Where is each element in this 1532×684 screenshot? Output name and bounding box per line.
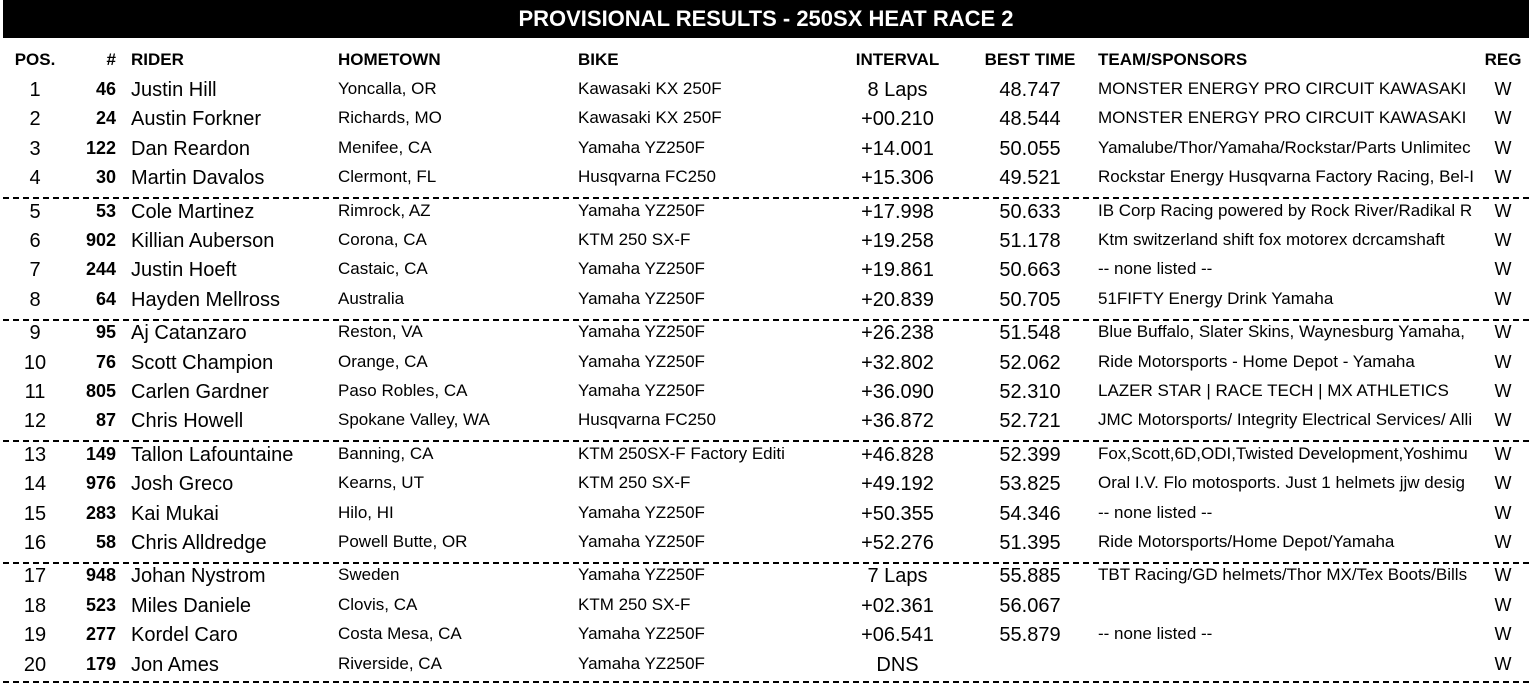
- bike-cell: Yamaha YZ250F: [578, 532, 705, 551]
- header-reg: REG: [1484, 50, 1522, 69]
- reg-cell: W: [1494, 653, 1512, 674]
- reg-cell: W: [1494, 624, 1512, 645]
- reg-cell: W: [1494, 381, 1512, 401]
- number-cell: 283: [85, 502, 116, 523]
- position-cell: 1: [29, 79, 41, 101]
- number-cell: 87: [95, 410, 116, 431]
- bike-cell: Yamaha YZ250F: [578, 565, 705, 585]
- bike-cell: KTM 250 SX-F: [578, 594, 691, 614]
- team-cell: MONSTER ENERGY PRO CIRCUIT KAWASAKI: [1098, 108, 1467, 128]
- table-row: [0, 503, 1532, 532]
- best-time-cell: 51.178: [999, 230, 1061, 252]
- rider-cell: Kai Mukai: [131, 502, 219, 525]
- number-cell: 179: [85, 653, 116, 674]
- header-hometown: HOMETOWN: [338, 50, 441, 69]
- interval-cell: 7 Laps: [867, 565, 928, 588]
- best-time-cell: 48.747: [999, 79, 1061, 101]
- hometown-cell: Costa Mesa, CA: [338, 624, 462, 644]
- rider-cell: Josh Greco: [131, 473, 234, 496]
- interval-cell: +46.828: [861, 443, 934, 466]
- team-cell: -- none listed --: [1098, 624, 1213, 644]
- group-divider: [3, 440, 1529, 442]
- table-row: [0, 322, 1532, 351]
- reg-cell: W: [1494, 79, 1512, 99]
- group-divider: [3, 319, 1529, 321]
- hometown-cell: Kearns, UT: [338, 473, 424, 493]
- reg-cell: W: [1494, 288, 1512, 309]
- table-row: [0, 654, 1532, 683]
- rider-cell: Justin Hill: [131, 79, 217, 101]
- best-time-cell: 50.705: [999, 288, 1061, 311]
- rider-cell: Tallon Lafountaine: [131, 443, 294, 466]
- number-cell: 122: [85, 137, 116, 158]
- bike-cell: Yamaha YZ250F: [578, 259, 705, 279]
- number-cell: 805: [85, 381, 116, 401]
- hometown-cell: Sweden: [338, 565, 400, 585]
- best-time-cell: 53.825: [999, 473, 1061, 496]
- rider-cell: Carlen Gardner: [131, 381, 269, 403]
- table-row: [0, 473, 1532, 502]
- hometown-cell: Rimrock, AZ: [338, 200, 431, 220]
- hometown-cell: Australia: [338, 288, 405, 308]
- interval-cell: +36.872: [861, 410, 934, 433]
- table-row: [0, 201, 1532, 230]
- interval-cell: +50.355: [861, 502, 934, 525]
- bike-cell: KTM 250 SX-F: [578, 473, 691, 493]
- hometown-cell: Reston, VA: [338, 322, 423, 342]
- position-cell: 4: [29, 167, 41, 190]
- best-time-cell: 52.310: [999, 381, 1061, 403]
- rider-cell: Johan Nystrom: [131, 565, 266, 588]
- best-time-cell: 52.062: [999, 351, 1061, 374]
- hometown-cell: Clovis, CA: [338, 594, 418, 614]
- group-divider: [3, 562, 1529, 564]
- team-cell: TBT Racing/GD helmets/Thor MX/Tex Boots/Bills: [1098, 565, 1468, 585]
- bike-cell: Kawasaki KX 250F: [578, 79, 722, 98]
- team-cell: Rockstar Energy Husqvarna Factory Racing, Bel-I: [1098, 167, 1475, 187]
- interval-cell: +06.541: [861, 624, 934, 647]
- hometown-cell: Corona, CA: [338, 230, 427, 249]
- reg-cell: W: [1494, 137, 1512, 158]
- interval-cell: +19.258: [861, 230, 934, 252]
- hometown-cell: Menifee, CA: [338, 137, 432, 157]
- header-interval: INTERVAL: [855, 50, 940, 69]
- table-row: [0, 259, 1532, 288]
- rider-cell: Austin Forkner: [131, 108, 262, 131]
- number-cell: 902: [85, 230, 116, 250]
- hometown-cell: Powell Butte, OR: [338, 532, 468, 551]
- number-cell: 24: [95, 108, 116, 129]
- header-bike: BIKE: [578, 50, 619, 69]
- rider-cell: Miles Daniele: [131, 594, 252, 617]
- rider-cell: Martin Davalos: [131, 167, 265, 190]
- bike-cell: Husqvarna FC250: [578, 410, 716, 430]
- reg-cell: W: [1494, 502, 1512, 523]
- bike-cell: Yamaha YZ250F: [578, 351, 705, 371]
- rider-cell: Jon Ames: [131, 653, 219, 676]
- bike-cell: Husqvarna FC250: [578, 167, 716, 187]
- table-row: [0, 410, 1532, 439]
- best-time-cell: 55.885: [999, 565, 1061, 588]
- number-cell: 58: [95, 532, 116, 552]
- team-cell: Fox,Scott,6D,ODI,Twisted Development,Yoshimu: [1098, 443, 1468, 463]
- interval-cell: +14.001: [861, 137, 934, 160]
- interval-cell: +19.861: [861, 259, 934, 282]
- number-cell: 30: [95, 167, 116, 188]
- interval-cell: +15.306: [861, 167, 934, 190]
- interval-cell: +36.090: [861, 381, 934, 403]
- team-cell: Ktm switzerland shift fox motorex dcrcamshaft: [1098, 230, 1445, 249]
- position-cell: 14: [23, 473, 47, 496]
- rider-cell: Cole Martinez: [131, 200, 255, 223]
- best-time-cell: 49.521: [999, 167, 1061, 190]
- reg-cell: W: [1494, 167, 1512, 188]
- hometown-cell: Yoncalla, OR: [338, 79, 437, 98]
- number-cell: 976: [85, 473, 116, 494]
- best-time-cell: 50.055: [999, 137, 1061, 160]
- best-time-cell: 51.395: [999, 532, 1061, 554]
- reg-cell: W: [1494, 594, 1512, 615]
- position-cell: 9: [29, 322, 41, 345]
- interval-cell: +02.361: [861, 594, 934, 617]
- table-row: [0, 108, 1532, 137]
- team-cell: Blue Buffalo, Slater Skins, Waynesburg Yamaha,: [1098, 322, 1465, 342]
- reg-cell: W: [1494, 322, 1512, 343]
- position-cell: 2: [29, 108, 41, 131]
- best-time-cell: 50.663: [999, 259, 1061, 282]
- position-cell: 11: [24, 381, 46, 403]
- header-pos: POS.: [14, 50, 56, 69]
- interval-cell: +20.839: [861, 288, 934, 311]
- table-row: [0, 352, 1532, 381]
- interval-cell: +26.238: [861, 322, 934, 345]
- team-cell: 51FIFTY Energy Drink Yamaha: [1098, 288, 1334, 308]
- team-cell: IB Corp Racing powered by Rock River/Radikal R: [1098, 200, 1473, 220]
- reg-cell: W: [1494, 473, 1512, 494]
- bike-cell: Yamaha YZ250F: [578, 381, 705, 400]
- bike-cell: Yamaha YZ250F: [578, 200, 705, 220]
- bike-cell: KTM 250SX-F Factory Editi: [578, 443, 785, 463]
- reg-cell: W: [1494, 443, 1512, 464]
- rider-cell: Chris Howell: [131, 410, 244, 433]
- interval-cell: DNS: [876, 653, 919, 676]
- hometown-cell: Clermont, FL: [338, 167, 437, 187]
- best-time-cell: 56.067: [999, 594, 1061, 617]
- rider-cell: Scott Champion: [131, 351, 274, 374]
- reg-cell: W: [1494, 230, 1512, 250]
- rider-cell: Hayden Mellross: [131, 288, 280, 311]
- team-cell: Oral I.V. Flo motosports. Just 1 helmets jjw desig: [1098, 473, 1465, 493]
- hometown-cell: Riverside, CA: [338, 653, 442, 673]
- hometown-cell: Spokane Valley, WA: [338, 410, 490, 430]
- position-cell: 16: [23, 532, 47, 554]
- hometown-cell: Paso Robles, CA: [338, 381, 468, 400]
- bike-cell: Yamaha YZ250F: [578, 137, 705, 157]
- number-cell: 523: [85, 594, 116, 615]
- team-cell: Ride Motorsports - Home Depot - Yamaha: [1098, 351, 1415, 371]
- page-title: PROVISIONAL RESULTS - 250SX HEAT RACE 2: [3, 0, 1529, 38]
- rider-cell: Dan Reardon: [131, 137, 250, 160]
- table-row: [0, 532, 1532, 561]
- header-best-time: BEST TIME: [984, 50, 1076, 69]
- reg-cell: W: [1494, 565, 1512, 586]
- table-row: [0, 381, 1532, 410]
- rider-cell: Justin Hoeft: [131, 259, 237, 282]
- bike-cell: Yamaha YZ250F: [578, 502, 705, 522]
- position-cell: 13: [23, 443, 47, 466]
- bike-cell: Yamaha YZ250F: [578, 624, 705, 644]
- group-divider: [3, 197, 1529, 199]
- reg-cell: W: [1494, 351, 1512, 372]
- number-cell: 64: [95, 288, 116, 309]
- table-row: [0, 79, 1532, 108]
- table-row: [0, 444, 1532, 473]
- position-cell: 8: [29, 288, 41, 311]
- number-cell: 244: [85, 259, 116, 280]
- number-cell: 46: [95, 79, 116, 99]
- bike-cell: Yamaha YZ250F: [578, 322, 705, 342]
- position-cell: 18: [23, 594, 47, 617]
- bike-cell: Kawasaki KX 250F: [578, 108, 722, 128]
- interval-cell: +52.276: [861, 532, 934, 554]
- rider-cell: Kordel Caro: [131, 624, 238, 647]
- interval-cell: +00.210: [861, 108, 934, 131]
- best-time-cell: 52.399: [999, 443, 1061, 466]
- reg-cell: W: [1494, 532, 1512, 552]
- number-cell: 149: [85, 443, 116, 464]
- position-cell: 7: [29, 259, 41, 282]
- hometown-cell: Orange, CA: [338, 351, 428, 371]
- hometown-cell: Castaic, CA: [338, 259, 428, 279]
- header-rider: RIDER: [131, 50, 184, 69]
- bike-cell: KTM 250 SX-F: [578, 230, 691, 249]
- group-divider: [3, 681, 1529, 683]
- reg-cell: W: [1494, 108, 1512, 129]
- table-row: [0, 565, 1532, 594]
- position-cell: 6: [29, 230, 41, 252]
- position-cell: 20: [23, 653, 47, 676]
- best-time-cell: 52.721: [999, 410, 1061, 433]
- table-row: [0, 230, 1532, 259]
- number-cell: 76: [95, 351, 116, 372]
- table-row: [0, 624, 1532, 653]
- position-cell: 10: [23, 351, 47, 374]
- number-cell: 948: [85, 565, 116, 586]
- number-cell: 277: [85, 624, 116, 645]
- position-cell: 3: [29, 137, 41, 160]
- best-time-cell: 48.544: [999, 108, 1061, 131]
- reg-cell: W: [1494, 410, 1512, 431]
- position-cell: 5: [29, 200, 41, 223]
- table-row: [0, 138, 1532, 167]
- interval-cell: 8 Laps: [867, 79, 928, 101]
- hometown-cell: Banning, CA: [338, 443, 434, 463]
- best-time-cell: 51.548: [999, 322, 1061, 345]
- header-team-sponsors: TEAM/SPONSORS: [1098, 50, 1248, 69]
- table-row: [0, 167, 1532, 196]
- header-number: #: [106, 50, 116, 69]
- interval-cell: +49.192: [861, 473, 934, 496]
- best-time-cell: 55.879: [999, 624, 1061, 647]
- position-cell: 12: [23, 410, 47, 433]
- rider-cell: Chris Alldredge: [131, 532, 267, 554]
- team-cell: -- none listed --: [1098, 259, 1213, 279]
- team-cell: JMC Motorsports/ Integrity Electrical Services/ Alli: [1098, 410, 1473, 430]
- team-cell: Ride Motorsports/Home Depot/Yamaha: [1098, 532, 1395, 551]
- position-cell: 17: [23, 565, 47, 588]
- team-cell: Yamalube/Thor/Yamaha/Rockstar/Parts Unlimitec: [1098, 137, 1471, 157]
- reg-cell: W: [1494, 200, 1512, 221]
- team-cell: LAZER STAR | RACE TECH | MX ATHLETICS: [1098, 381, 1449, 400]
- number-cell: 95: [95, 322, 116, 343]
- team-cell: MONSTER ENERGY PRO CIRCUIT KAWASAKI: [1098, 79, 1467, 98]
- table-row: [0, 289, 1532, 318]
- interval-cell: +32.802: [861, 351, 934, 374]
- reg-cell: W: [1494, 259, 1512, 280]
- position-cell: 15: [23, 502, 47, 525]
- bike-cell: Yamaha YZ250F: [578, 653, 705, 673]
- rider-cell: Killian Auberson: [131, 230, 275, 252]
- position-cell: 19: [23, 624, 47, 647]
- best-time-cell: 54.346: [999, 502, 1061, 525]
- table-row: [0, 595, 1532, 624]
- interval-cell: +17.998: [861, 200, 934, 223]
- bike-cell: Yamaha YZ250F: [578, 288, 705, 308]
- team-cell: -- none listed --: [1098, 502, 1213, 522]
- table-header: [0, 50, 1532, 74]
- hometown-cell: Richards, MO: [338, 108, 442, 128]
- number-cell: 53: [95, 200, 116, 221]
- rider-cell: Aj Catanzaro: [131, 322, 247, 345]
- hometown-cell: Hilo, HI: [338, 502, 394, 522]
- best-time-cell: 50.633: [999, 200, 1061, 223]
